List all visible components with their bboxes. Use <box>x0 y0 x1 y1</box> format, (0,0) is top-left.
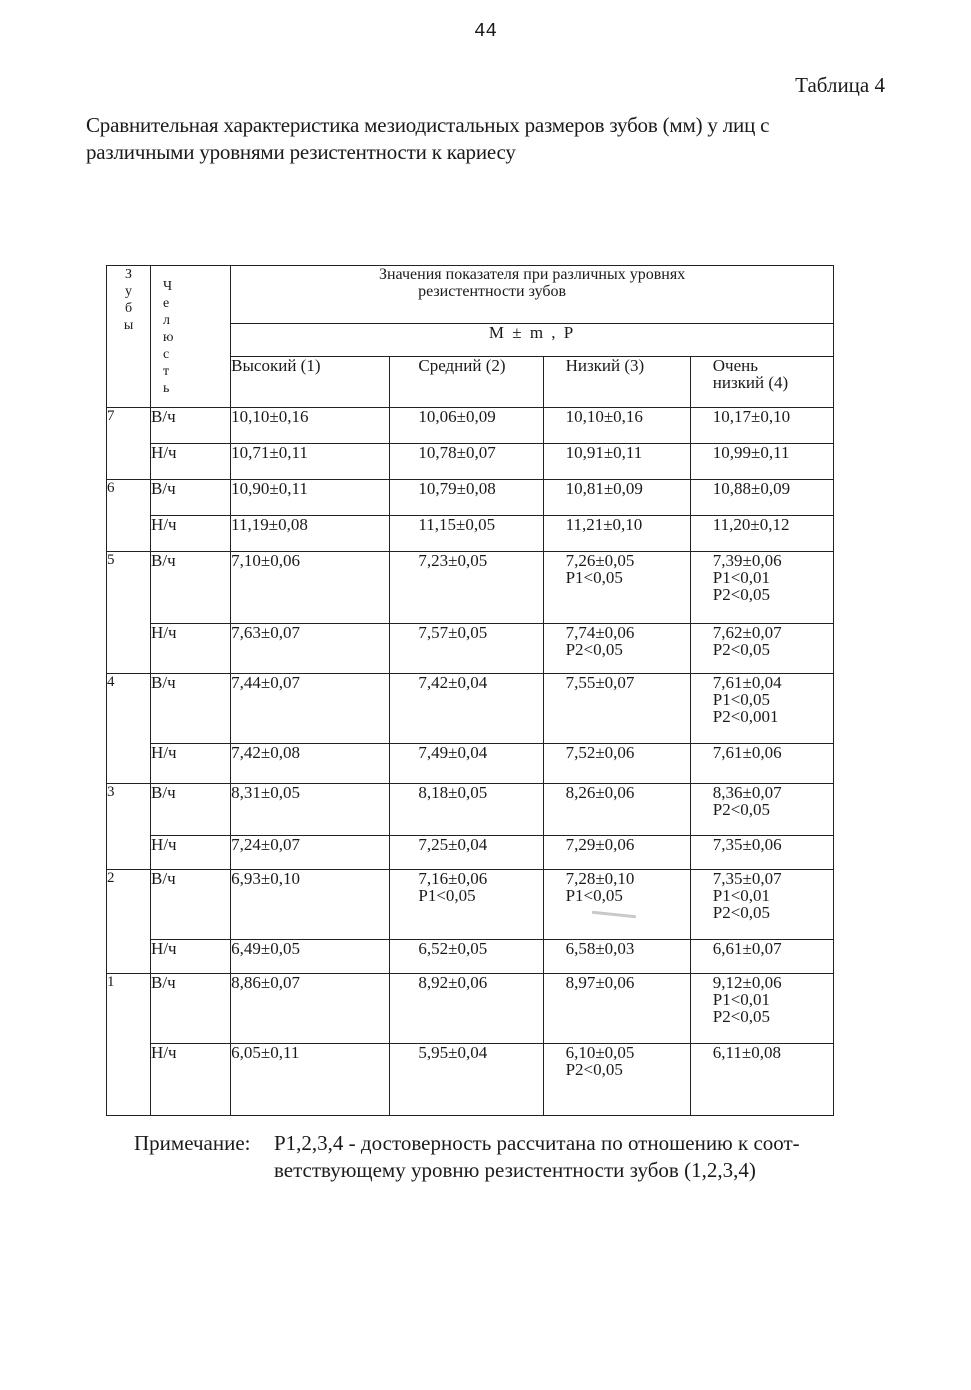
mean-value: 10,17±0,10 <box>712 407 791 426</box>
tooth-number: 7 <box>107 408 151 480</box>
value-cell <box>231 624 390 674</box>
mean-value: 7,26±0,05 <box>565 551 635 570</box>
p-value: P2<0,05 <box>712 800 771 819</box>
value-cell <box>690 674 833 744</box>
table-row <box>107 516 834 552</box>
mean-value: 6,11±0,08 <box>712 1043 781 1062</box>
value-cell <box>390 836 543 870</box>
level-header-very-low <box>690 357 833 408</box>
value-cell <box>543 1044 690 1116</box>
mean-value: 7,28±0,10 <box>565 869 635 888</box>
table-label: Таблица 4 <box>795 73 885 97</box>
mean-value: 8,92±0,06 <box>418 973 488 992</box>
header-letter: ы <box>123 318 134 333</box>
level-header-low <box>543 357 690 408</box>
p-value: P1<0,05 <box>418 886 476 905</box>
mean-value: 10,90±0,11 <box>231 479 308 498</box>
page-number: 44 <box>474 20 497 42</box>
value-cell <box>690 408 833 444</box>
note-text <box>274 1130 894 1184</box>
p-value: P2<0,05 <box>565 1060 623 1079</box>
mean-value: 6,58±0,03 <box>565 939 635 958</box>
mean-value: 7,49±0,04 <box>418 743 488 762</box>
tooth-number: 5 <box>107 552 151 674</box>
value-cell <box>390 974 543 1044</box>
p-value: P2<0,001 <box>712 707 779 726</box>
mean-value: 7,42±0,08 <box>231 743 300 762</box>
mean-value: 7,52±0,06 <box>565 743 635 762</box>
value-cell <box>390 940 543 974</box>
mean-value: 8,18±0,05 <box>418 783 488 802</box>
table-caption <box>86 112 886 166</box>
jaw-cell: Н/ч <box>151 836 231 870</box>
mean-value: 7,55±0,07 <box>565 673 635 692</box>
mean-value: 7,23±0,05 <box>418 551 488 570</box>
mean-value: 7,44±0,07 <box>231 673 300 692</box>
value-cell <box>390 870 543 940</box>
tooth-number: 4 <box>107 674 151 784</box>
mean-value: 7,29±0,06 <box>565 835 635 854</box>
header-letter: л <box>163 313 171 328</box>
value-cell <box>543 444 690 480</box>
mean-value: 10,91±0,11 <box>565 443 643 462</box>
level-label: Низкий (3) <box>565 356 645 375</box>
value-cell <box>390 480 543 516</box>
mean-value: 7,61±0,06 <box>712 743 782 762</box>
mean-value: 10,88±0,09 <box>712 479 791 498</box>
jaw-column-header <box>151 266 231 408</box>
mean-value: 5,95±0,04 <box>418 1043 488 1062</box>
mean-value: 6,05±0,11 <box>231 1043 300 1062</box>
mean-value: 7,62±0,07 <box>712 623 782 642</box>
jaw-cell: Н/ч <box>151 744 231 784</box>
mean-value: 10,06±0,09 <box>418 407 496 426</box>
value-cell <box>231 552 390 624</box>
mean-value: 7,39±0,06 <box>712 551 782 570</box>
header-letter: у <box>125 284 133 299</box>
mean-value: 10,10±0,16 <box>231 407 309 426</box>
value-cell <box>231 784 390 836</box>
mean-value: 7,57±0,05 <box>418 623 488 642</box>
p-value: P2<0,05 <box>565 640 623 659</box>
values-header <box>231 266 834 324</box>
mean-value: 9,12±0,06 <box>712 973 782 992</box>
mean-value: 7,24±0,07 <box>231 835 300 854</box>
p-value: P2<0,05 <box>712 640 771 659</box>
value-cell <box>543 744 690 784</box>
p-value: P1<0,01 <box>712 568 771 587</box>
p-value: P1<0,05 <box>712 690 771 709</box>
mean-value: 10,99±0,11 <box>712 443 790 462</box>
value-cell <box>690 480 833 516</box>
value-cell <box>543 870 690 940</box>
value-cell <box>690 836 833 870</box>
mean-value: 8,97±0,06 <box>565 973 635 992</box>
jaw-cell: В/ч <box>151 480 231 516</box>
value-cell <box>690 974 833 1044</box>
table-row <box>107 408 834 444</box>
mean-value: 8,26±0,06 <box>565 783 635 802</box>
value-cell <box>543 552 690 624</box>
mean-value: 7,35±0,06 <box>712 835 782 854</box>
mean-value: 10,78±0,07 <box>418 443 496 462</box>
mean-value: 7,16±0,06 <box>418 869 488 888</box>
table-row <box>107 444 834 480</box>
mean-value: 6,61±0,07 <box>712 939 782 958</box>
header-letter: е <box>163 296 170 311</box>
p-value: P2<0,05 <box>712 903 771 922</box>
mean-value: 11,21±0,10 <box>565 515 643 534</box>
header-letter: б <box>124 301 133 316</box>
tooth-number: 1 <box>107 974 151 1116</box>
p-value: P1<0,01 <box>712 886 771 905</box>
value-cell <box>543 480 690 516</box>
mean-value: 7,74±0,06 <box>565 623 635 642</box>
caption-line-1: Сравнительная характеристика мезиодистальных размеров зубов (мм) у лиц с <box>86 113 770 137</box>
value-cell <box>690 744 833 784</box>
value-cell <box>390 516 543 552</box>
p-value: P2<0,05 <box>712 585 771 604</box>
table-row <box>107 974 834 1044</box>
note-line-2: ветствующему уровню резистентности зубов (1,2,3,4) <box>274 1158 756 1182</box>
value-cell <box>690 940 833 974</box>
mean-value: 6,10±0,05 <box>565 1043 635 1062</box>
value-cell <box>543 974 690 1044</box>
table-row <box>107 870 834 940</box>
mean-value: 6,49±0,05 <box>231 939 300 958</box>
table-row <box>107 1044 834 1116</box>
header-letter: Ч <box>163 279 173 294</box>
value-cell <box>231 836 390 870</box>
level-label: низкий (4) <box>712 373 789 392</box>
teeth-column-header <box>107 266 151 408</box>
value-cell <box>231 940 390 974</box>
value-cell <box>231 516 390 552</box>
caption-line-2: различными уровнями резистентности к кариесу <box>86 140 516 164</box>
mean-value: 7,35±0,07 <box>712 869 782 888</box>
header-letter: ь <box>163 381 170 396</box>
value-cell <box>231 870 390 940</box>
value-cell <box>543 940 690 974</box>
p-value: P1<0,01 <box>712 990 771 1009</box>
table-row <box>107 744 834 784</box>
value-cell <box>390 552 543 624</box>
mean-value: 7,63±0,07 <box>231 623 300 642</box>
table-row <box>107 674 834 744</box>
jaw-cell: В/ч <box>151 784 231 836</box>
jaw-cell: Н/ч <box>151 444 231 480</box>
header-letter: З <box>125 267 133 282</box>
table-row <box>107 940 834 974</box>
value-cell <box>543 516 690 552</box>
mean-value: 7,10±0,06 <box>231 551 300 570</box>
jaw-cell: Н/ч <box>151 624 231 674</box>
value-cell <box>690 444 833 480</box>
tooth-number: 2 <box>107 870 151 974</box>
mean-value: 11,19±0,08 <box>231 515 308 534</box>
header-letter: ю <box>163 330 174 345</box>
mean-value: 11,15±0,05 <box>418 515 496 534</box>
value-cell <box>690 1044 833 1116</box>
value-cell <box>690 870 833 940</box>
mean-value: 6,52±0,05 <box>418 939 488 958</box>
mean-value: 11,20±0,12 <box>712 515 790 534</box>
jaw-cell: В/ч <box>151 870 231 940</box>
mean-value: 8,31±0,05 <box>231 783 300 802</box>
value-cell <box>231 1044 390 1116</box>
tooth-number: 3 <box>107 784 151 870</box>
level-header-high <box>231 357 390 408</box>
mean-value: 10,79±0,08 <box>418 479 496 498</box>
value-cell <box>231 974 390 1044</box>
jaw-cell: Н/ч <box>151 516 231 552</box>
tooth-number: 6 <box>107 480 151 552</box>
mean-value: 7,42±0,04 <box>418 673 488 692</box>
jaw-cell: В/ч <box>151 552 231 624</box>
header-letter: т <box>163 364 170 379</box>
value-cell <box>231 480 390 516</box>
value-cell <box>390 744 543 784</box>
value-cell <box>390 674 543 744</box>
table-body <box>107 266 834 1116</box>
mean-value: 10,71±0,11 <box>231 443 308 462</box>
value-cell <box>543 784 690 836</box>
jaw-cell: В/ч <box>151 674 231 744</box>
header-letter: с <box>163 347 170 362</box>
note-label: Примечание: <box>134 1131 251 1155</box>
value-cell <box>390 444 543 480</box>
mean-value: 8,36±0,07 <box>712 783 782 802</box>
table-row <box>107 784 834 836</box>
table-note <box>134 1130 894 1184</box>
value-cell <box>543 836 690 870</box>
value-cell <box>390 408 543 444</box>
mean-value: 7,25±0,04 <box>418 835 488 854</box>
jaw-cell: В/ч <box>151 974 231 1044</box>
level-header-medium <box>390 357 543 408</box>
table-row <box>107 836 834 870</box>
mean-value: 8,86±0,07 <box>231 973 300 992</box>
note-line-1: P1,2,3,4 - достоверность рассчитана по отношению к соот- <box>274 1131 800 1155</box>
jaw-cell: Н/ч <box>151 1044 231 1116</box>
value-cell <box>543 674 690 744</box>
value-cell <box>690 624 833 674</box>
p-value: P1<0,05 <box>565 886 623 905</box>
stat-header: М ± m , P <box>231 324 834 357</box>
level-label: Высокий (1) <box>231 356 321 375</box>
value-cell <box>690 784 833 836</box>
header-row-1 <box>107 266 834 324</box>
table-row <box>107 552 834 624</box>
value-cell <box>231 674 390 744</box>
value-cell <box>231 744 390 784</box>
value-cell <box>690 552 833 624</box>
mean-value: 10,10±0,16 <box>565 407 643 426</box>
jaw-cell: В/ч <box>151 408 231 444</box>
table-row <box>107 480 834 516</box>
value-cell <box>690 516 833 552</box>
mean-value: 6,93±0,10 <box>231 869 300 888</box>
data-table <box>106 265 834 1116</box>
p-value: P1<0,05 <box>565 568 623 587</box>
table-row <box>107 624 834 674</box>
level-label: Очень <box>712 356 758 375</box>
values-header-line-1: Значения показателя при различных уровнях <box>378 266 686 283</box>
jaw-cell: Н/ч <box>151 940 231 974</box>
value-cell <box>231 408 390 444</box>
value-cell <box>543 624 690 674</box>
values-header-line-2: резистентности зубов <box>418 283 567 300</box>
level-label: Средний (2) <box>418 356 506 375</box>
value-cell <box>390 784 543 836</box>
mean-value: 10,81±0,09 <box>565 479 643 498</box>
value-cell <box>231 444 390 480</box>
value-cell <box>390 624 543 674</box>
value-cell <box>543 408 690 444</box>
value-cell <box>390 1044 543 1116</box>
mean-value: 7,61±0,04 <box>712 673 782 692</box>
p-value: P2<0,05 <box>712 1007 771 1026</box>
